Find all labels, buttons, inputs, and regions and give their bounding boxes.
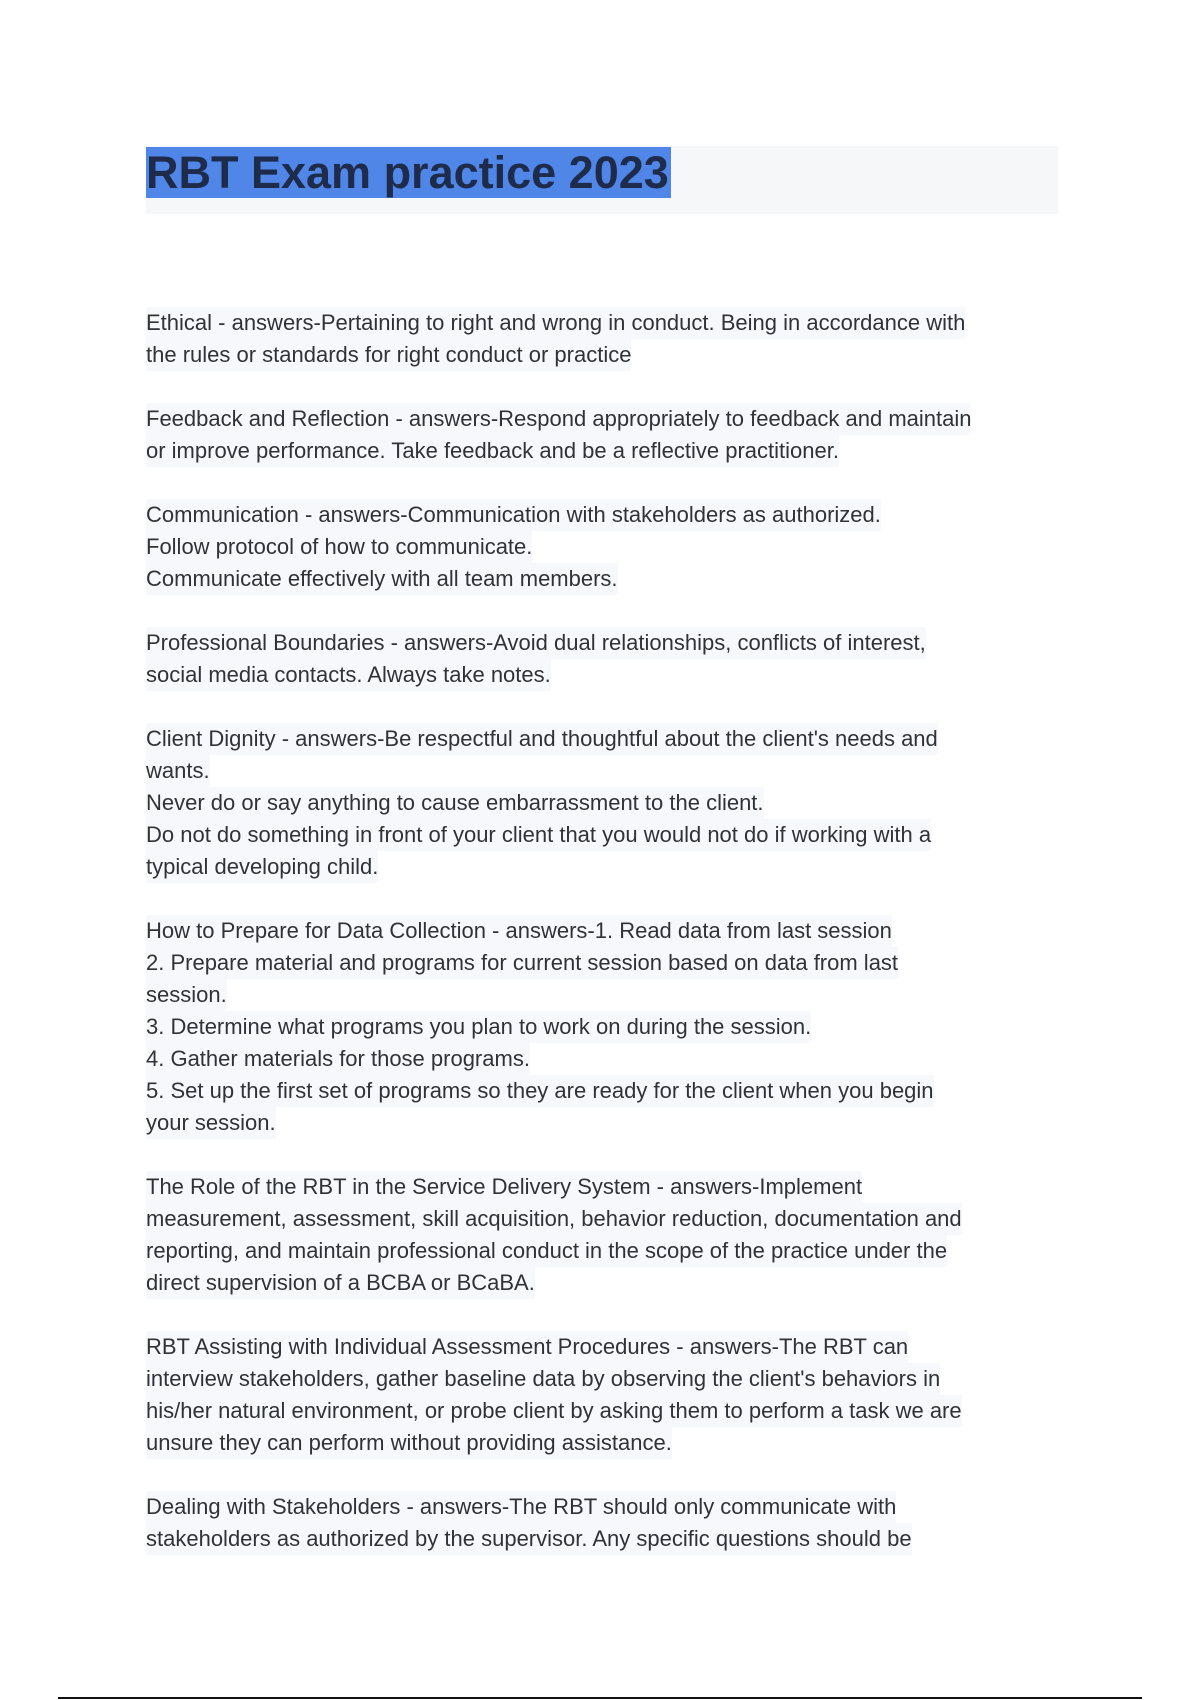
qa-entry-line: direct supervision of a BCBA or BCaBA. xyxy=(146,1267,535,1299)
qa-entry-line: interview stakeholders, gather baseline data by observing the client's behaviors in xyxy=(146,1363,940,1395)
qa-entry-line: stakeholders as authorized by the supervisor. Any specific questions should be xyxy=(146,1523,912,1555)
qa-entry-line: Professional Boundaries - answers-Avoid dual relationships, conflicts of interest, xyxy=(146,627,926,659)
qa-entry-line: Communicate effectively with all team members. xyxy=(146,563,618,595)
qa-entry-line: wants. xyxy=(146,755,210,787)
qa-entry-line: session. xyxy=(146,979,227,1011)
qa-entry-line: your session. xyxy=(146,1107,276,1139)
qa-entry xyxy=(146,499,1066,595)
qa-entry-line: his/her natural environment, or probe client by asking them to perform a task we are xyxy=(146,1395,962,1427)
page-title xyxy=(146,146,671,200)
qa-entry xyxy=(146,915,1066,1139)
qa-entry-line: reporting, and maintain professional conduct in the scope of the practice under the xyxy=(146,1235,947,1267)
qa-entry-line: Do not do something in front of your client that you would not do if working with a xyxy=(146,819,931,851)
qa-entry-line: Dealing with Stakeholders - answers-The RBT should only communicate with xyxy=(146,1491,896,1523)
qa-entry-line: Client Dignity - answers-Be respectful and thoughtful about the client's needs and xyxy=(146,723,938,755)
qa-entry xyxy=(146,403,1066,467)
qa-entry-line: Communication - answers-Communication with stakeholders as authorized. xyxy=(146,499,881,531)
qa-entry-line: RBT Assisting with Individual Assessment Procedures - answers-The RBT can xyxy=(146,1331,908,1363)
qa-entry-line: The Role of the RBT in the Service Delivery System - answers-Implement xyxy=(146,1171,862,1203)
qa-entry-line: 2. Prepare material and programs for current session based on data from last xyxy=(146,947,898,979)
qa-entry-line: 3. Determine what programs you plan to work on during the session. xyxy=(146,1011,811,1043)
qa-entry xyxy=(146,723,1066,883)
qa-entry-line: Follow protocol of how to communicate. xyxy=(146,531,532,563)
qa-entry-line: the rules or standards for right conduct or practice xyxy=(146,339,631,371)
qa-entry-line: or improve performance. Take feedback and be a reflective practitioner. xyxy=(146,435,839,467)
qa-entry-line: Ethical - answers-Pertaining to right and wrong in conduct. Being in accordance with xyxy=(146,307,965,339)
qa-entry-line: 5. Set up the first set of programs so they are ready for the client when you begin xyxy=(146,1075,934,1107)
qa-entry-line: measurement, assessment, skill acquisition, behavior reduction, documentation and xyxy=(146,1203,962,1235)
document-body xyxy=(146,307,1066,1587)
qa-entry-line: unsure they can perform without providing assistance. xyxy=(146,1427,672,1459)
qa-entry-line: social media contacts. Always take notes. xyxy=(146,659,551,691)
qa-entry xyxy=(146,1491,1066,1555)
qa-entry xyxy=(146,1171,1066,1299)
qa-entry xyxy=(146,1331,1066,1459)
qa-entry xyxy=(146,627,1066,691)
qa-entry xyxy=(146,307,1066,371)
qa-entry-line: How to Prepare for Data Collection - answers-1. Read data from last session xyxy=(146,915,892,947)
page-bottom-rule xyxy=(58,1697,1142,1699)
qa-entry-line: typical developing child. xyxy=(146,851,378,883)
page-title-highlight[interactable]: RBT Exam practice 2023 xyxy=(146,147,669,198)
qa-entry-line: 4. Gather materials for those programs. xyxy=(146,1043,530,1075)
qa-entry-line: Never do or say anything to cause embarrassment to the client. xyxy=(146,787,764,819)
qa-entry-line: Feedback and Reflection - answers-Respond appropriately to feedback and maintain xyxy=(146,403,971,435)
